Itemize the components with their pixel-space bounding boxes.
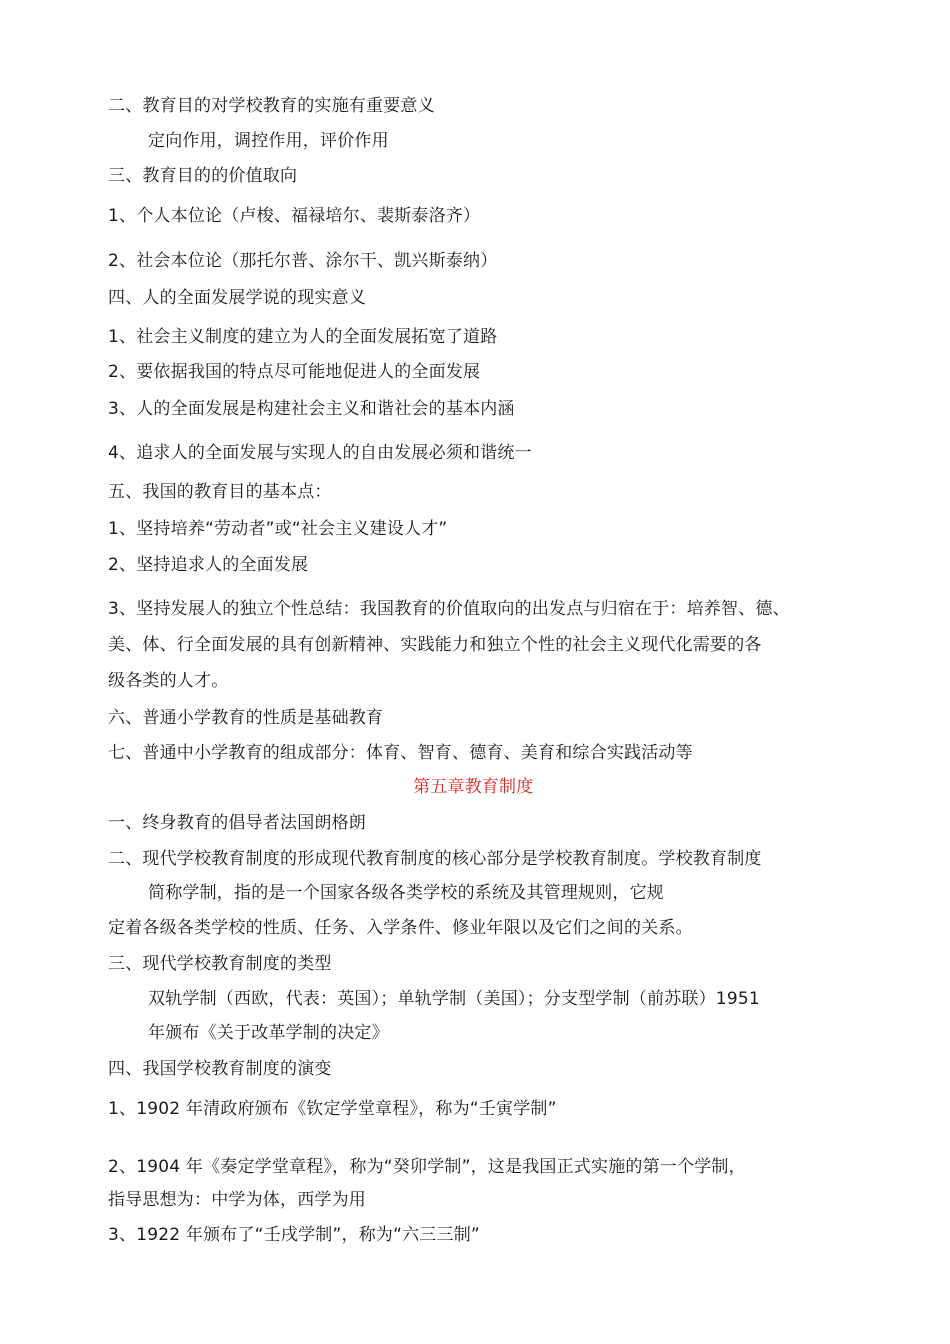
list-item: 2、1904 年《奏定学堂章程》，称为“癸卯学制”，这是我国正式实施的第一个学制， <box>108 1157 746 1177</box>
list-item: 1、坚持培养“劳动者”或“社会主义建设人才” <box>108 519 448 539</box>
section-heading-2: 二、现代学校教育制度的形成现代教育制度的核心部分是学校教育制度。学校教育制度 <box>108 849 762 869</box>
paragraph-line: 年颁布《关于改革学制的决定》 <box>148 1023 389 1043</box>
section-heading-5: 五、我国的教育目的基本点： <box>108 482 332 502</box>
section-heading-4: 四、人的全面发展学说的现实意义 <box>108 288 366 308</box>
section-heading-1: 一、终身教育的倡导者法国朗格朗 <box>108 813 366 833</box>
list-item: 1、社会主义制度的建立为人的全面发展拓宽了道路 <box>108 327 498 347</box>
paragraph-line: 级各类的人才。 <box>108 671 229 691</box>
list-item: 2、社会本位论（那托尔普、涂尔干、凯兴斯泰纳） <box>108 251 498 271</box>
paragraph-line: 定着各级各类学校的性质、任务、入学条件、修业年限以及它们之间的关系。 <box>108 918 693 938</box>
list-item: 3、人的全面发展是构建社会主义和谐社会的基本内涵 <box>108 399 515 419</box>
paragraph-line: 美、体、行全面发展的具有创新精神、实践能力和独立个性的社会主义现代化需要的各 <box>108 635 762 655</box>
paragraph-line: 指导思想为：中学为体，西学为用 <box>108 1190 366 1210</box>
section-heading-2: 二、教育目的对学校教育的实施有重要意义 <box>108 96 435 116</box>
section-heading-4: 四、我国学校教育制度的演变 <box>108 1059 332 1079</box>
list-item: 3、1922 年颁布了“壬戌学制”，称为“六三三制” <box>108 1225 480 1245</box>
paragraph-line: 定向作用，调控作用，评价作用 <box>148 131 389 151</box>
section-heading-3: 三、教育目的的价值取向 <box>108 166 298 186</box>
list-item: 2、坚持追求人的全面发展 <box>108 555 309 575</box>
section-heading-7: 七、普通中小学教育的组成部分：体育、智育、德育、美育和综合实践活动等 <box>108 743 693 763</box>
list-item: 1、1902 年清政府颁布《钦定学堂章程》，称为“壬寅学制” <box>108 1099 557 1119</box>
section-heading-3: 三、现代学校教育制度的类型 <box>108 954 332 974</box>
list-item: 3、坚持发展人的独立个性总结：我国教育的价值取向的出发点与归宿在于：培养智、德、 <box>108 599 790 619</box>
paragraph-line: 双轨学制（西欧，代表：英国）；单轨学制（美国）；分支型学制（前苏联）1951 <box>148 989 760 1009</box>
list-item: 2、要依据我国的特点尽可能地促进人的全面发展 <box>108 362 481 382</box>
list-item: 4、追求人的全面发展与实现人的自由发展必须和谐统一 <box>108 443 532 463</box>
section-heading-6: 六、普通小学教育的性质是基础教育 <box>108 708 384 728</box>
paragraph-line: 简称学制，指的是一个国家各级各类学校的系统及其管理规则，它规 <box>148 883 664 903</box>
list-item: 1、个人本位论（卢梭、福禄培尔、裴斯泰洛齐） <box>108 206 481 226</box>
chapter-title: 第五章教育制度 <box>413 777 534 797</box>
